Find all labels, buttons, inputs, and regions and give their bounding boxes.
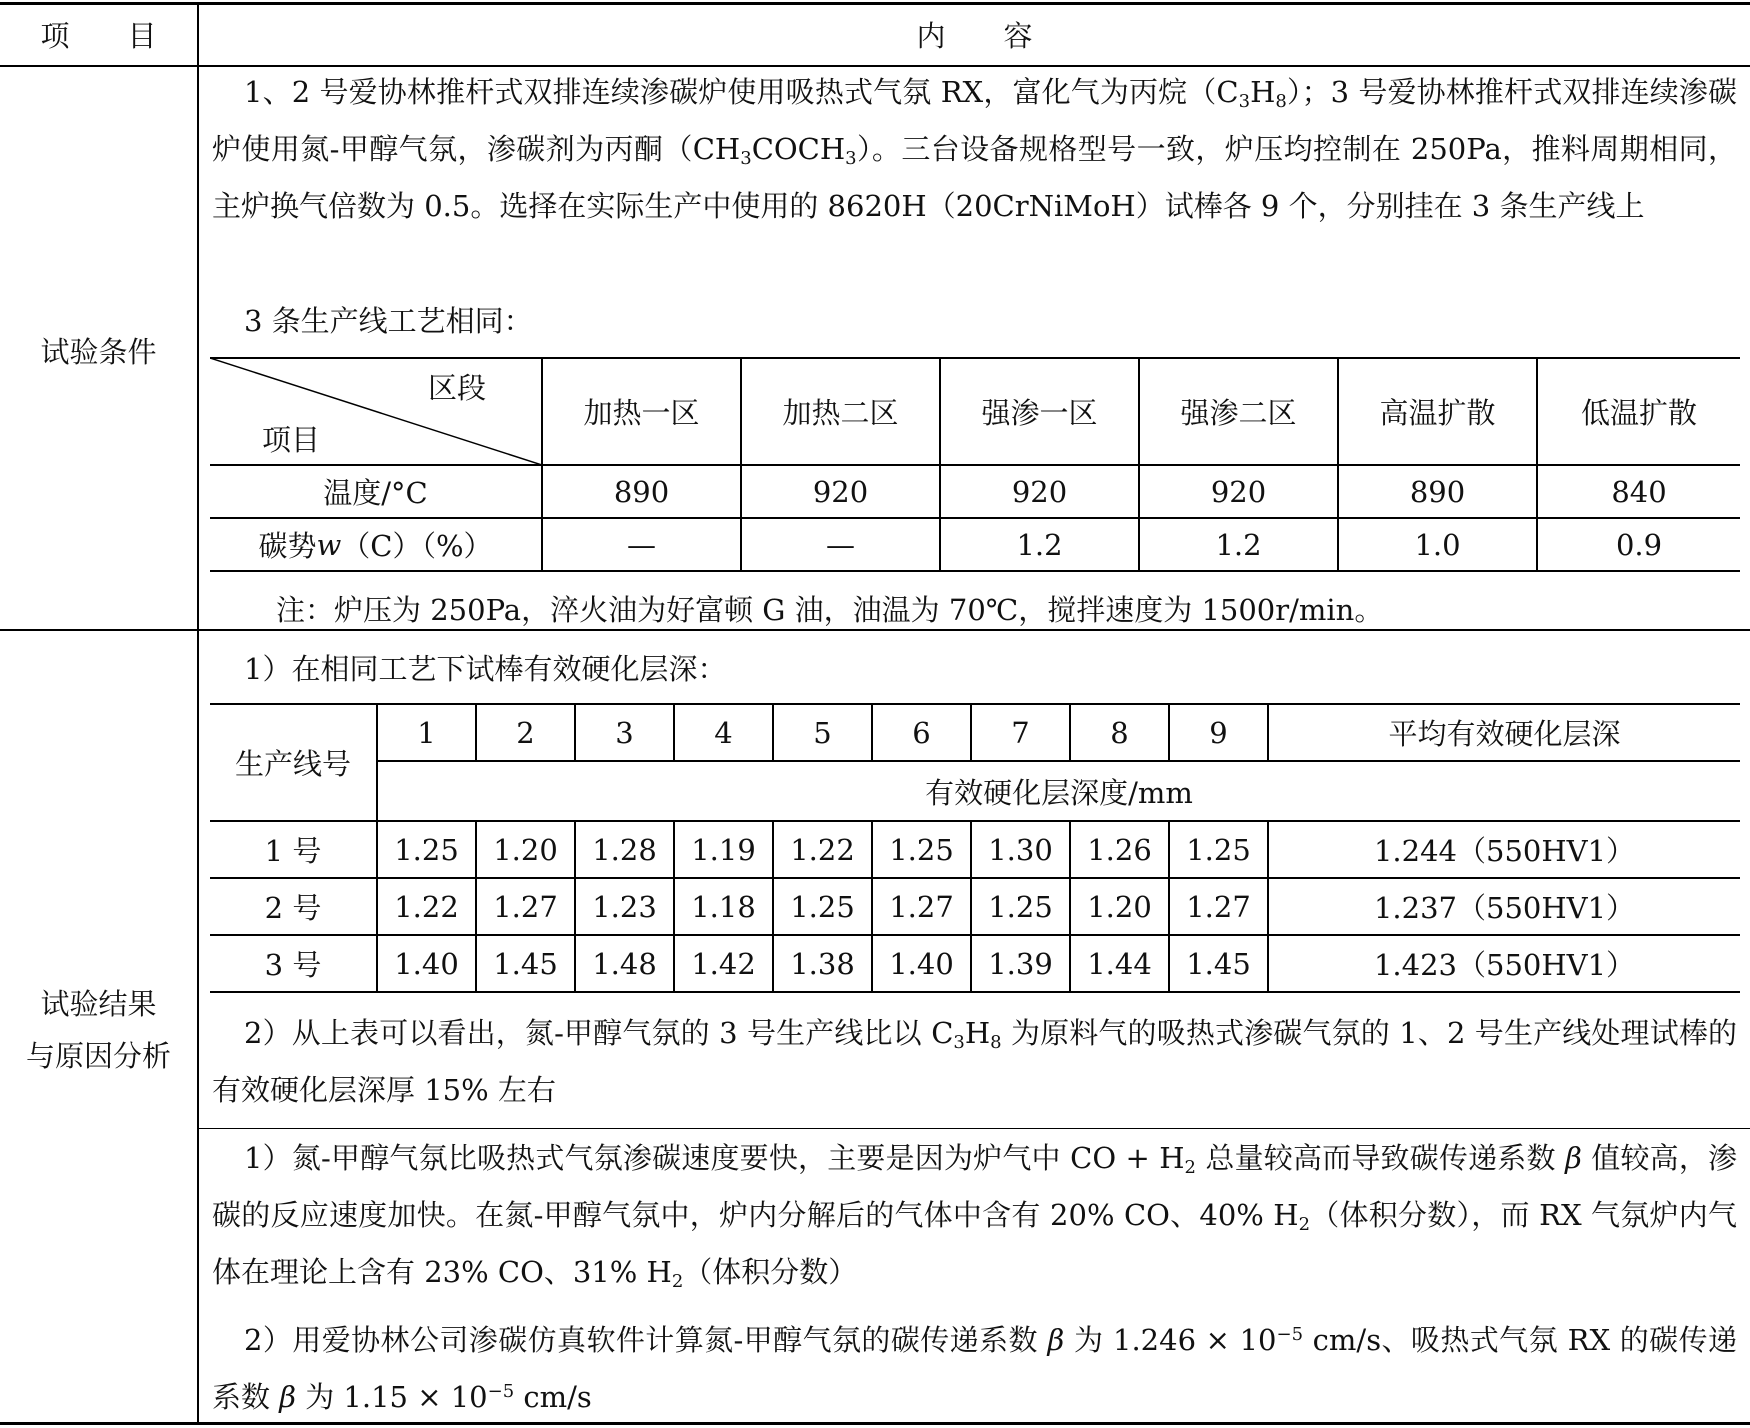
average-depth-value: 1.244（550HV1） <box>1373 834 1636 868</box>
depth-value: 1.20 <box>493 832 558 867</box>
results-conclusion: 2）从上表可以看出，氮-甲醇气氛的 3 号生产线比以 $C_3H_8$ 为原料气的吸热式渗碳气氛的 1、2 号生产线处理试棒的有效硬化层深厚 15% 左右 <box>212 1016 1737 1107</box>
line-number-header: 生产线号 <box>234 747 351 781</box>
temp-row-label: 温度/°C <box>323 476 428 510</box>
carbon-potential-value: 1.0 <box>1414 527 1461 562</box>
section-divider <box>0 629 1750 631</box>
analysis-paragraph-1: 1）氮-甲醇气氛比吸热式气氛渗碳速度要快，主要是因为炉气中 CO + $H_2$ 总量较高而导致碳传递系数 β 值较高，渗碳的反应速度加快。在氮-甲醇气氛中，炉内分解后的气体中含有 20% CO、40% $H_2$（体积分数），而 RX 气氛炉内气体在理论上含有 23% CO、31% $H_2$（体积分数） <box>212 1141 1738 1292</box>
conditions-intro: 3 条生产线工艺相同： <box>244 304 533 338</box>
depth-value: 1.28 <box>592 832 657 867</box>
sample-header: 2 <box>516 715 535 750</box>
sample-header: 9 <box>1209 715 1228 750</box>
column-divider <box>197 2 199 1424</box>
average-depth-header: 平均有效硬化层深 <box>1388 717 1621 751</box>
header-item: 项 目 <box>40 19 157 53</box>
depth-value: 1.23 <box>592 889 657 924</box>
depth-value: 1.48 <box>592 946 657 981</box>
depth-value: 1.42 <box>691 946 756 981</box>
average-depth-value: 1.423（550HV1） <box>1373 948 1636 982</box>
depth-value: 1.45 <box>493 946 558 981</box>
carbon-potential-value: 1.2 <box>1016 527 1063 562</box>
temp-value: 920 <box>812 474 869 509</box>
depth-value: 1.22 <box>790 832 855 867</box>
depth-value: 1.40 <box>394 946 459 981</box>
depth-value: 1.25 <box>1186 832 1251 867</box>
carbon-potential-value: 0.9 <box>1615 527 1663 562</box>
line-label: 1 号 <box>264 834 322 868</box>
carbon-potential-value: 1.2 <box>1215 527 1262 562</box>
corner-zone-label: 区段 <box>428 371 487 405</box>
depth-value: 1.22 <box>394 889 459 924</box>
carbon-potential-value: — <box>627 527 656 562</box>
depth-value: 1.27 <box>889 889 954 924</box>
depth-value: 1.38 <box>790 946 855 981</box>
result-analysis-divider <box>198 1128 1750 1129</box>
temp-value: 890 <box>1409 474 1466 509</box>
carbon-potential-value: — <box>826 527 855 562</box>
average-depth-value: 1.237（550HV1） <box>1373 891 1636 925</box>
depth-value: 1.25 <box>889 832 954 867</box>
temp-value: 920 <box>1210 474 1267 509</box>
zone-header: 强渗一区 <box>981 396 1098 430</box>
sample-header: 6 <box>912 715 931 750</box>
depth-value: 1.27 <box>1186 889 1251 924</box>
depth-value: 1.25 <box>988 889 1053 924</box>
process-note: 注：炉压为 250Pa，淬火油为好富顿 G 油，油温为 70℃，搅拌速度为 1500r/min。 <box>276 593 1384 627</box>
temp-value: 890 <box>613 474 670 509</box>
depth-value: 1.40 <box>889 946 954 981</box>
zone-header: 加热二区 <box>782 396 899 430</box>
conditions-label: 试验条件 <box>40 334 157 369</box>
sample-header: 1 <box>417 715 436 750</box>
zone-header: 低温扩散 <box>1580 396 1697 430</box>
depth-value: 1.26 <box>1087 832 1152 867</box>
depth-value: 1.44 <box>1087 946 1152 981</box>
sample-header: 8 <box>1110 715 1129 750</box>
line-label: 2 号 <box>264 891 322 925</box>
conditions-paragraph: 1、2 号爱协林推杆式双排连续渗碳炉使用吸热式气氛 RX，富化气为丙烷$(C_3H_8)$；3 号爱协林推杆式双排连续渗碳炉使用氮-甲醇气氛，渗碳剂为丙酮$(CH_3COCH_3)$。三台设备规格型号一致，炉压均控制在 250Pa，推料周期相同，主炉换气倍数为 0.5。选择在实际生产中使用的 8620H（20CrNiMoH）试棒各 9 个，分别挂在 3 条生产线上 <box>212 75 1738 223</box>
sample-header: 4 <box>714 715 733 750</box>
sample-header: 3 <box>615 715 634 750</box>
depth-value: 1.30 <box>988 832 1053 867</box>
depth-value: 1.19 <box>691 832 756 867</box>
diagonal-header-line <box>210 358 542 465</box>
process-table-bottom <box>210 570 1740 572</box>
depth-value: 1.18 <box>691 889 756 924</box>
depth-value: 1.27 <box>493 889 558 924</box>
depth-table-bottom <box>210 991 1740 993</box>
analysis-paragraph-2: 2）用爱协林公司渗碳仿真软件计算氮-甲醇气氛的碳传递系数 β 为 $1.246 \times 10^{-5}$ cm/s、吸热式气氛 RX 的碳传递系数 β 为 $1.15 \times 10^{-5}$ cm/s <box>212 1323 1737 1414</box>
depth-unit-header: 有效硬化层深度/mm <box>925 775 1193 810</box>
header-content: 内 容 <box>916 19 1033 53</box>
results-label-line2: 与原因分析 <box>25 1038 171 1073</box>
depth-value: 1.20 <box>1087 889 1152 924</box>
temp-value: 840 <box>1611 474 1667 509</box>
results-label-line1: 试验结果 <box>40 986 157 1021</box>
depth-value: 1.45 <box>1186 946 1251 981</box>
sample-header: 7 <box>1011 715 1030 750</box>
zone-header: 高温扩散 <box>1379 396 1496 430</box>
results-intro: 1）在相同工艺下试棒有效硬化层深： <box>244 652 727 686</box>
corner-item-label: 项目 <box>262 423 321 457</box>
line-label: 3 号 <box>264 948 322 982</box>
carbon-potential-label: 碳势 w （C）（%） <box>258 527 493 563</box>
sample-header: 5 <box>813 715 832 750</box>
zone-header: 强渗二区 <box>1180 396 1297 430</box>
temp-value: 920 <box>1011 474 1068 509</box>
depth-value: 1.25 <box>790 889 855 924</box>
zone-header: 加热一区 <box>583 396 700 430</box>
depth-value: 1.39 <box>988 946 1053 981</box>
depth-value: 1.25 <box>394 832 459 867</box>
